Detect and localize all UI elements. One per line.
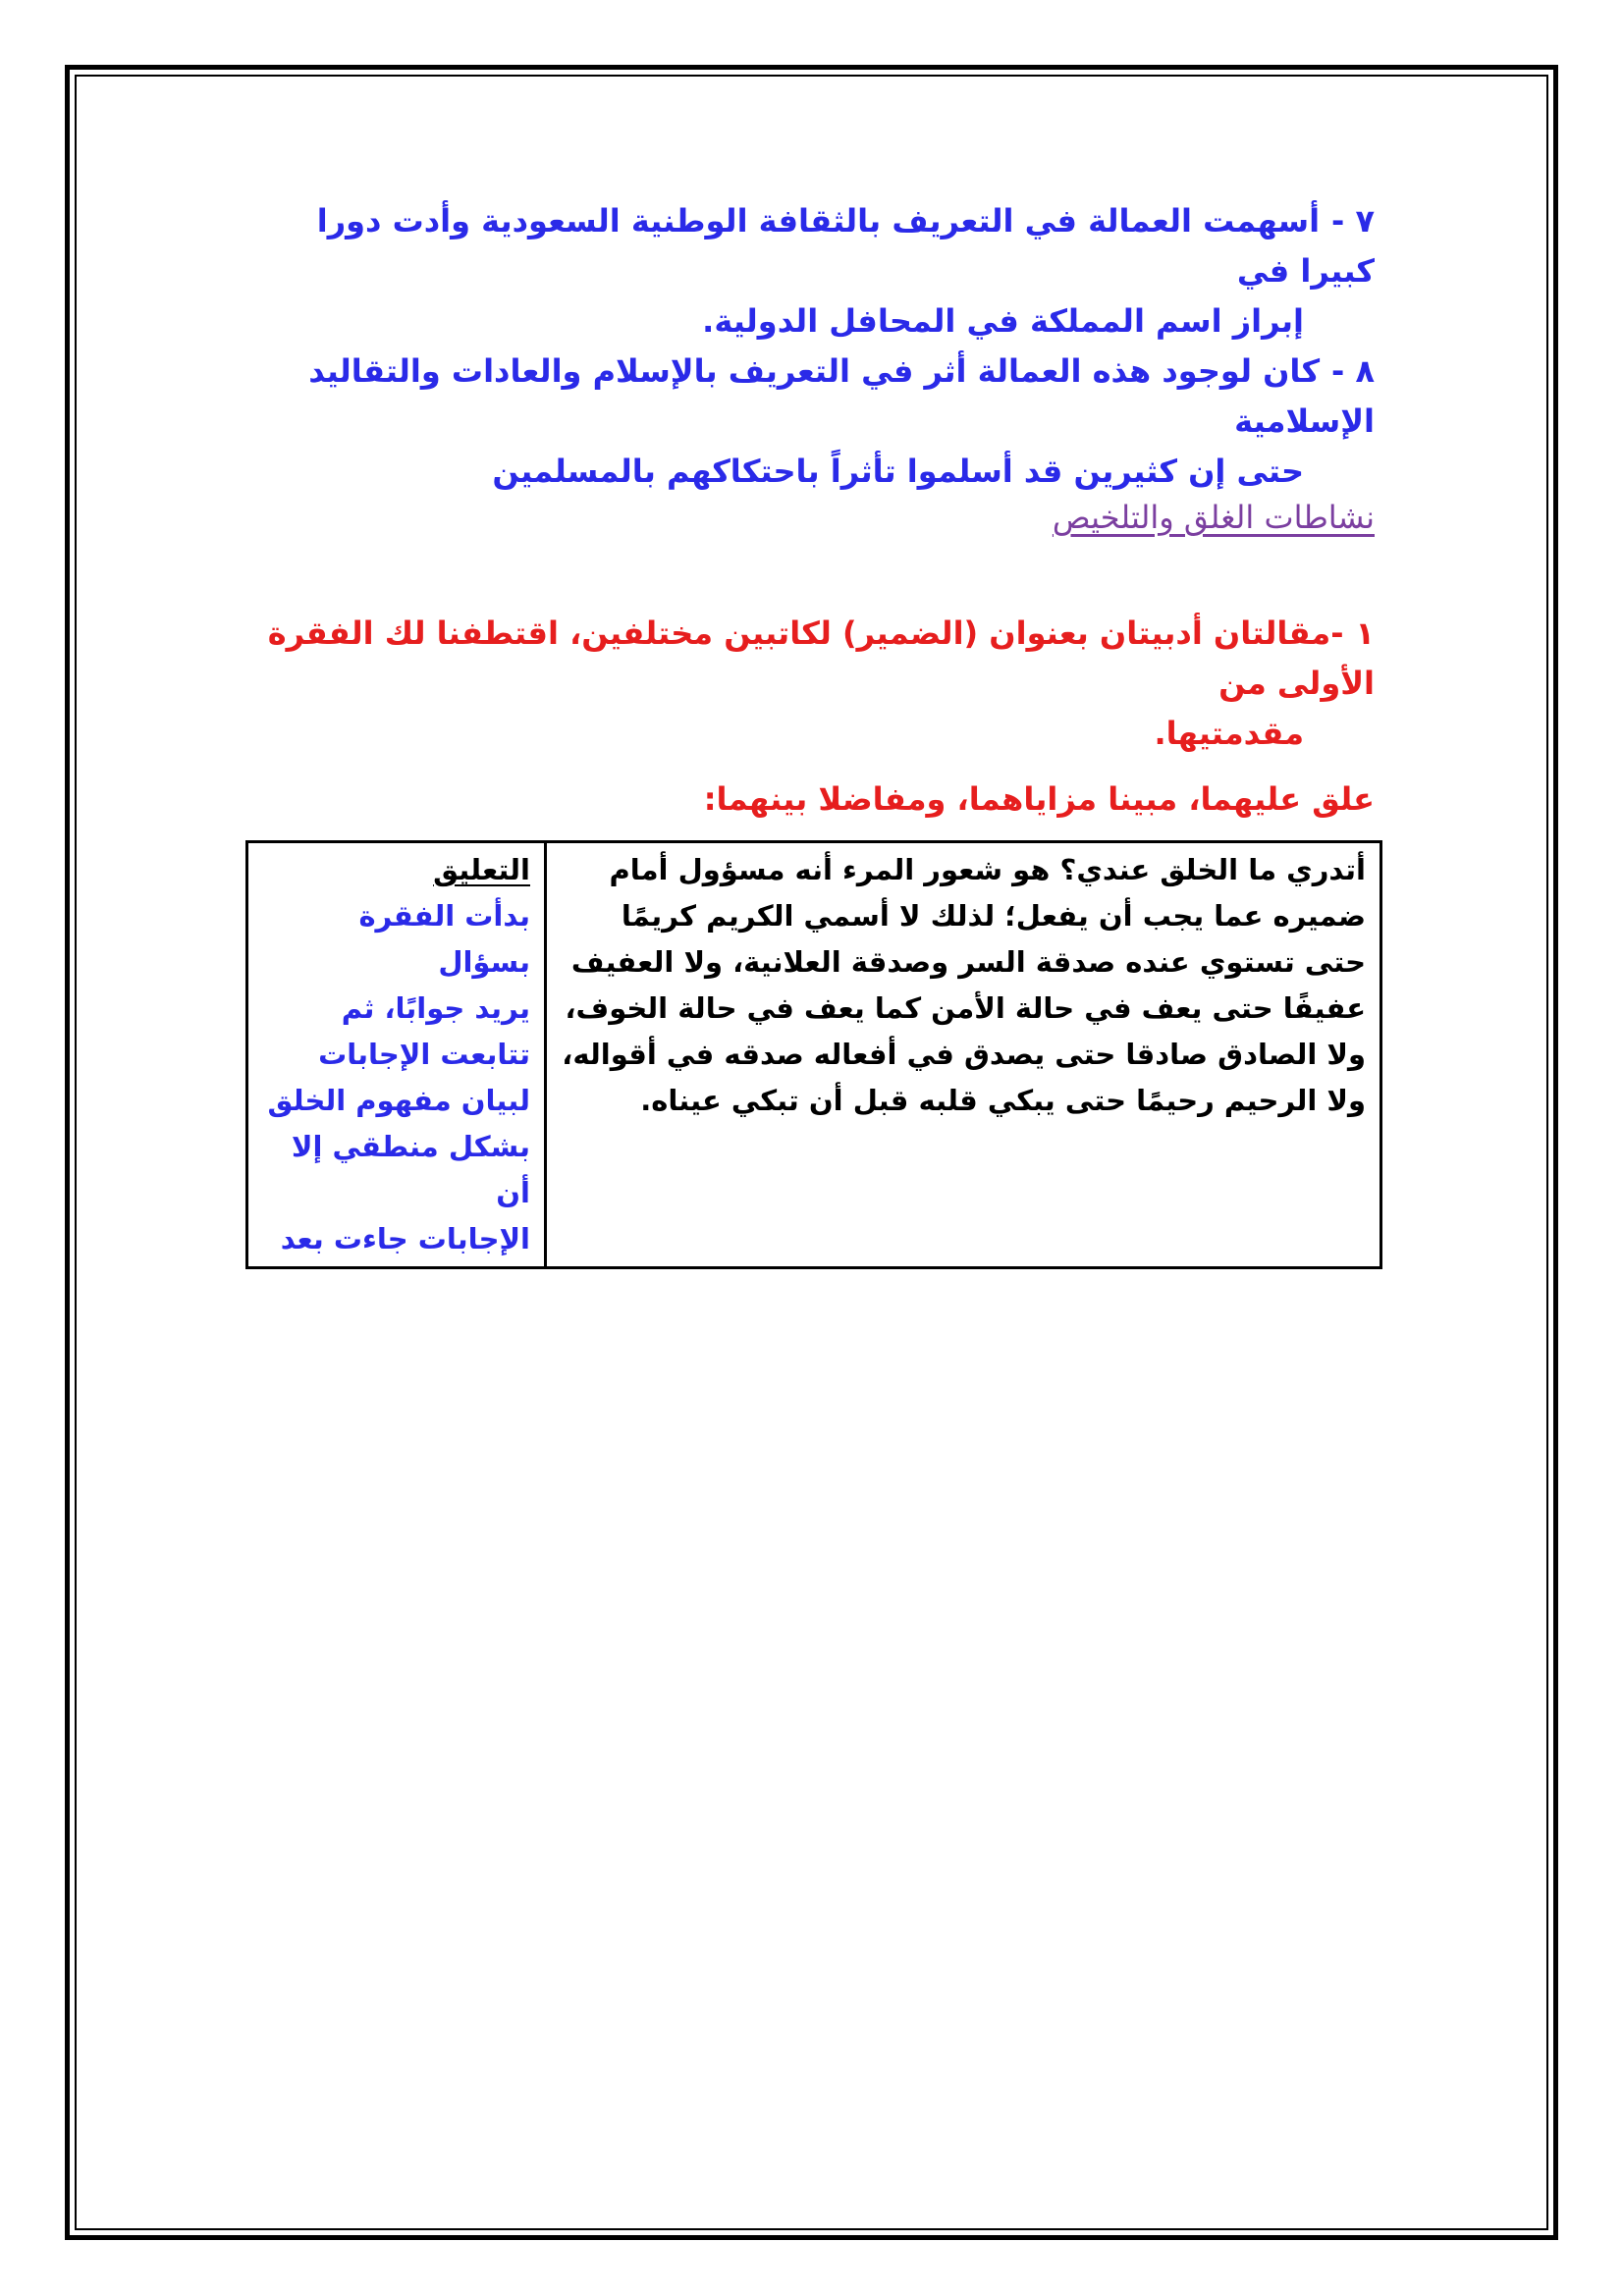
question-1-line1: -مقالتان أدبيتان بعنوان (الضمير) لكاتبين مختلفين، اقتطفنا لك الفقرة الأولى من [267,614,1375,702]
comment-line: بشكل منطقي إلا أن [291,1130,530,1209]
passage-comment-table [245,840,1382,1269]
comment-line: لبيان مفهوم الخلق [267,1084,530,1117]
comment-title: التعليق [433,853,530,886]
question-block [245,609,1375,825]
list-item-8 [245,347,1375,497]
question-1-number: ١ [1355,614,1375,652]
list-item-7 [245,196,1375,347]
item-7-number: ٧ - [1331,202,1375,240]
table-row [247,842,1381,1268]
section-heading: نشاطات الغلق والتلخيص [1052,499,1375,536]
question-instruction: علق عليهما، مبينا مزاياهما، ومفاضلا بينهما: [703,780,1375,818]
comment-cell [247,842,546,1268]
comment-line: الإجابات جاءت بعد [280,1222,530,1255]
item-8-line2: حتى إن كثيرين قد أسلموا تأثراً باحتكاكهم بالمسلمين [492,453,1304,490]
comment-line: بدأت الفقرة بسؤال [358,899,530,979]
item-8-line1: كان لوجود هذه العمالة أثر في التعريف بالإسلام والعادات والتقاليد الإسلامية [308,352,1375,440]
comment-line: تتابعت الإجابات [318,1038,530,1071]
numbered-list-top [245,196,1375,497]
item-7-line2: إبراز اسم المملكة في المحافل الدولية. [702,302,1304,340]
item-7-line1: أسهمت العمالة في التعريف بالثقافة الوطنية السعودية وأدت دورا كبيرا في [316,202,1375,290]
question-1 [245,609,1375,759]
passage-cell: أتدري ما الخلق عندي؟ هو شعور المرء أنه مسؤول أمام ضميره عما يجب أن يفعل؛ لذلك لا أسمي الكريم كريمًا حتى تستوي عنده صدقة السر وصدقة العلانية، ولا العفيف عفيفًا حتى يعف في حالة الأمن كما يعف في حالة الخوف، ولا الصادق صادقا حتى يصدق في أفعاله صدقه في أقواله، ولا الرحيم رحيمًا حتى يبكي قلبه قبل أن تبكي عيناه. [546,842,1381,1268]
comment-line: يريد جوابًا، ثم [341,991,530,1025]
item-8-number: ٨ - [1331,352,1375,390]
question-1-line2: مقدمتيها. [1154,715,1304,752]
